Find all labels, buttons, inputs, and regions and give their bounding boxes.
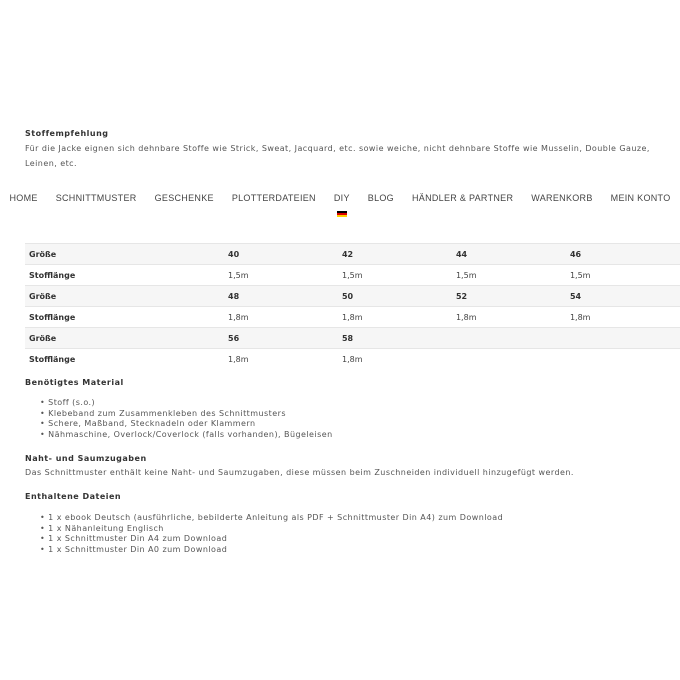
table-cell: 1,8m xyxy=(224,307,338,328)
table-cell: 48 xyxy=(224,286,338,307)
fabric-heading: Stoffempfehlung xyxy=(25,129,109,138)
nav-diy[interactable] xyxy=(334,193,350,203)
list-item: • 1 x Schnittmuster Din A4 zum Download xyxy=(40,534,503,545)
nav-haendler-partner[interactable]: HÄNDLER & PARTNER xyxy=(411,193,514,203)
material-list xyxy=(40,398,333,440)
list-item: • 1 x ebook Deutsch (ausführliche, bebilderte Anleitung als PDF + Schnittmuster Din A4) zum Download xyxy=(40,513,503,524)
list-item: • 1 x Nähanleitung Englisch xyxy=(40,524,503,535)
nav-mein-konto[interactable]: MEIN KONTO xyxy=(610,193,671,203)
german-flag-icon[interactable] xyxy=(337,211,347,217)
nav-plotterdateien[interactable]: PLOTTERDATEIEN xyxy=(231,193,316,203)
table-row xyxy=(25,244,680,265)
table-cell: 1,8m xyxy=(338,349,452,370)
files-heading: Enthaltene Dateien xyxy=(25,492,122,501)
table-cell: 1,5m xyxy=(224,265,338,286)
table-row xyxy=(25,265,680,286)
table-cell: 52 xyxy=(452,286,566,307)
table-cell xyxy=(452,328,566,349)
table-row xyxy=(25,307,680,328)
row-label: Größe xyxy=(25,286,224,307)
seam-text: Das Schnittmuster enthält keine Naht- und Saumzugaben, diese müssen beim Zuschneiden individuell hinzugefügt werden. xyxy=(25,468,574,477)
table-cell: 1,8m xyxy=(224,349,338,370)
table-row xyxy=(25,286,680,307)
table-cell: 54 xyxy=(566,286,680,307)
nav-diy-label: DIY xyxy=(333,193,350,203)
nav-schnittmuster[interactable]: SCHNITTMUSTER xyxy=(55,193,137,203)
main-navigation xyxy=(0,193,680,203)
nav-blog[interactable]: BLOG xyxy=(367,193,394,203)
table-cell xyxy=(566,349,680,370)
table-cell: 56 xyxy=(224,328,338,349)
table-cell xyxy=(452,349,566,370)
fabric-text: Für die Jacke eignen sich dehnbare Stoffe wie Strick, Sweat, Jacquard, etc. sowie weiche, nicht dehnbare Stoffe wie Musselin, Double Gauze, Leinen, etc. xyxy=(25,144,650,168)
table-cell: 1,8m xyxy=(338,307,452,328)
list-item: • Klebeband zum Zusammenkleben des Schnittmusters xyxy=(40,409,333,420)
list-item: • Schere, Maßband, Stecknadeln oder Klammern xyxy=(40,419,333,430)
nav-home[interactable]: HOME xyxy=(9,193,38,203)
table-cell xyxy=(566,328,680,349)
table-row xyxy=(25,328,680,349)
table-cell: 1,5m xyxy=(566,265,680,286)
table-cell: 50 xyxy=(338,286,452,307)
row-label: Stofflänge xyxy=(25,307,224,328)
flag-stripe-gold xyxy=(337,215,347,217)
table-cell: 1,8m xyxy=(452,307,566,328)
table-cell: 42 xyxy=(338,244,452,265)
table-cell: 1,5m xyxy=(452,265,566,286)
files-list xyxy=(40,513,503,555)
nav-warenkorb[interactable]: WARENKORB xyxy=(531,193,593,203)
list-item: • Stoff (s.o.) xyxy=(40,398,333,409)
table-cell: 1,8m xyxy=(566,307,680,328)
list-item: • Nähmaschine, Overlock/Coverlock (falls vorhanden), Bügeleisen xyxy=(40,430,333,441)
row-label: Stofflänge xyxy=(25,265,224,286)
row-label: Größe xyxy=(25,328,224,349)
size-table xyxy=(25,243,680,369)
table-cell: 44 xyxy=(452,244,566,265)
nav-geschenke[interactable]: GESCHENKE xyxy=(154,193,214,203)
row-label: Stofflänge xyxy=(25,349,224,370)
table-cell: 40 xyxy=(224,244,338,265)
seam-heading: Naht- und Saumzugaben xyxy=(25,454,147,463)
table-cell: 1,5m xyxy=(338,265,452,286)
row-label: Größe xyxy=(25,244,224,265)
material-heading: Benötigtes Material xyxy=(25,378,124,387)
table-row xyxy=(25,349,680,370)
table-cell: 58 xyxy=(338,328,452,349)
table-cell: 46 xyxy=(566,244,680,265)
list-item: • 1 x Schnittmuster Din A0 zum Download xyxy=(40,545,503,556)
